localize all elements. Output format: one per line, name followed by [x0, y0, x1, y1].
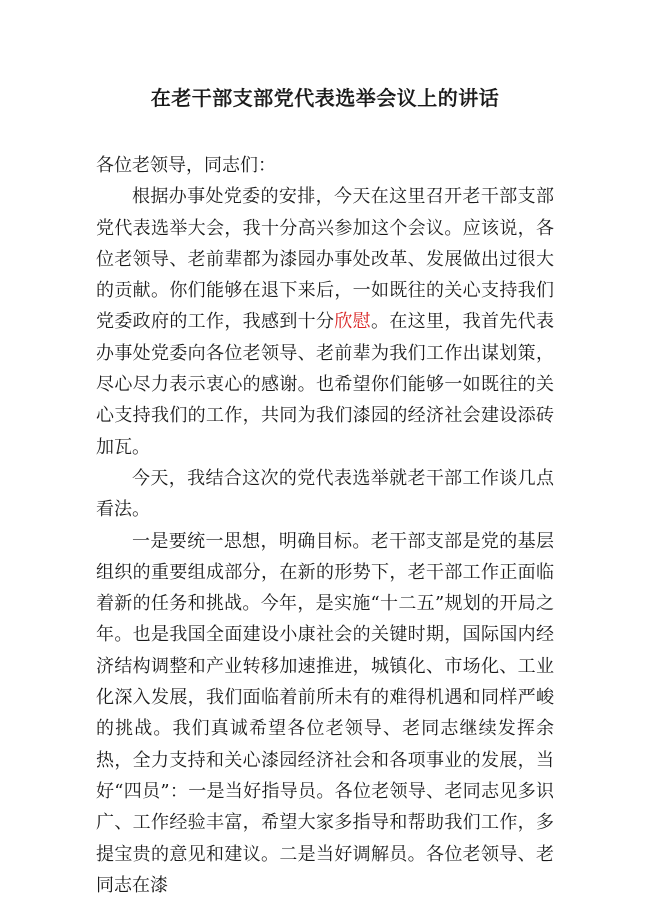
paragraph-2: 今天，我结合这次的党代表选举就老干部工作谈几点看法。: [96, 467, 554, 521]
paragraph-1-text-b: 。在这里，我首先代表办事处党委向各位老领导、老前辈为我们工作出谋划策，尽心尽力表示衷心的感谢。也希望你们能够一如既往的关心支持我们的工作，共同为我们漆园的经济社会建设添砖加瓦。: [96, 311, 555, 458]
document-body: [96, 150, 554, 901]
paragraph-3: 一是要统一思想，明确目标。老干部支部是党的基层组织的重要组成部分，在新的形势下，老干部工作正面临着新的任务和挑战。今年，是实施“十二五”规划的开局之年。也是我国全面建设小康社会的关键时期，国际国内经济结构调整和产业转移加速推进，城镇化、市场化、工业化深入发展，我们面临着前所未有的难得机遇和同样严峻的挑战。我们真诚希望各位老领导、老同志继续发挥余热，全力支持和关心漆园经济社会和各项事业的发展，当好“四员”：一是当好指导员。各位老领导、老同志见多识广、工作经验丰富，希望大家多指导和帮助我们工作，多提宝贵的意见和建议。二是当好调解员。各位老领导、老同志在漆: [96, 530, 554, 896]
document-title: 在老干部支部党代表选举会议上的讲话: [150, 86, 500, 110]
paragraph-1: [96, 181, 554, 463]
salutation: 各位老领导，同志们：: [96, 155, 276, 176]
highlighted-word: 欣慰: [334, 311, 372, 333]
paragraph-1-text-a: 根据办事处党委的安排，今天在这里召开老干部支部党代表选举大会，我十分高兴参加这个会议。应该说，各位老领导、老前辈都为漆园办事处改革、发展做出过很大的贡献。你们能够在退下来后，一如既往的关心支持我们党委政府的工作，我感到十分: [96, 186, 554, 333]
